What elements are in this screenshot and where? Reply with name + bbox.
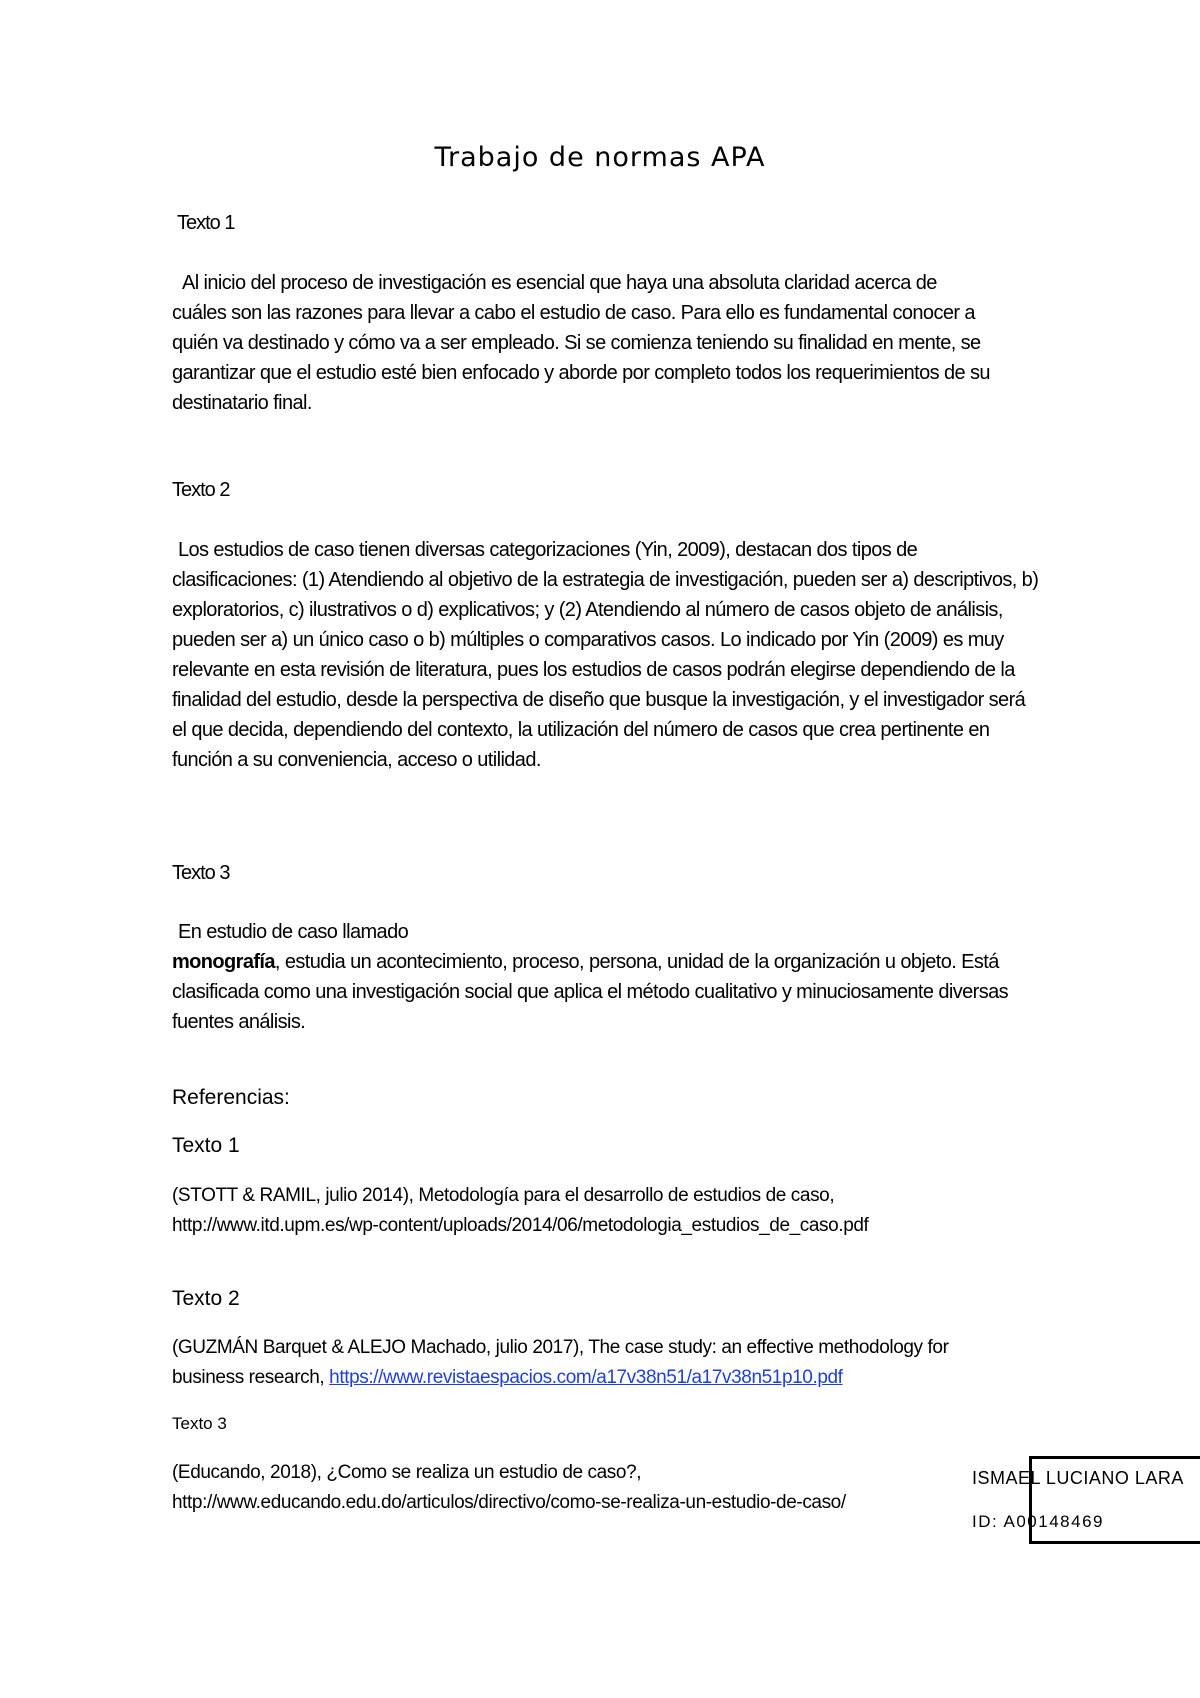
- reference2-citation: (GUZMÁN Barquet & ALEJO Machado, julio 2017), The case study: an effective methodology for business research,: [172, 1337, 949, 1388]
- student-name: ISMAEL LUCIANO LARA: [972, 1468, 1184, 1488]
- reference1: [172, 1181, 1052, 1241]
- texto3-paragraph: [172, 947, 1032, 1037]
- texto3-intro: En estudio de caso llamado: [178, 921, 409, 943]
- texto3-bold-term: monografía: [172, 951, 275, 973]
- texto3-body: , estudia un acontecimiento, proceso, persona, unidad de la organización u objeto. Está clasificada como una investigación social que aplica el método cualitativo y minuciosamente diversas fuentes análisis.: [172, 951, 1009, 1033]
- reference2-link[interactable]: https://www.revistaespacios.com/a17v38n51/a17v38n51p10.pdf: [329, 1367, 843, 1388]
- texto1-paragraph: Al inicio del proceso de investigación es esencial que haya una absoluta claridad acerca de cuáles son las razones para llevar a cabo el estudio de caso. Para ello es fundamental conocer a quién va destinado y cómo va a ser empleado. Si se comienza teniendo su finalidad en mente, se garantizar que el estudio esté bien enfocado y aborde por completo todos los requerimientos de su destinatario final.: [172, 272, 990, 414]
- reference1-citation: (STOTT & RAMIL, julio 2014), Metodología para el desarrollo de estudios de caso,: [172, 1185, 835, 1206]
- reference1-url: http://www.itd.upm.es/wp-content/uploads/2014/06/metodologia_estudios_de_caso.pdf: [172, 1215, 869, 1236]
- texto2-paragraph: Los estudios de caso tienen diversas categorizaciones (Yin, 2009), destacan dos tipos de clasificaciones: (1) Atendiendo al objetivo de la estrategia de investigación, pueden ser a) descriptivos, b) exploratorios, c) ilustrativos o d) explicativos; y (2) Atendiendo al número de casos objeto de análisis, pueden ser a) un único caso o b) múltiples o comparativos casos. Lo indicado por Yin (2009) es muy relevante en esta revisión de literatura, pues los estudios de casos podrán elegirse dependiendo de la finalidad del estudio, desde la perspectiva de diseño que busque la investigación, y el investigador será el que decida, dependiendo del contexto, la utilización del número de casos que crea pertinente en función a su conveniencia, acceso o utilidad.: [172, 539, 1039, 771]
- texto2-heading: Texto 2: [172, 479, 230, 501]
- reference2: [172, 1333, 1022, 1393]
- reference3-label: Texto 3: [172, 1414, 227, 1433]
- references-heading: Referencias:: [172, 1086, 290, 1109]
- texto3-heading: Texto 3: [172, 862, 230, 884]
- reference2-label: Texto 2: [172, 1287, 240, 1310]
- reference3-url: http://www.educando.edu.do/articulos/directivo/como-se-realiza-un-estudio-de-caso/: [172, 1492, 846, 1513]
- reference3-citation: (Educando, 2018), ¿Como se realiza un estudio de caso?,: [172, 1462, 642, 1483]
- document-title: Trabajo de normas APA: [434, 142, 766, 173]
- reference3: [172, 1458, 952, 1518]
- reference1-label: Texto 1: [172, 1134, 240, 1157]
- student-id: ID: A00148469: [972, 1512, 1104, 1531]
- texto1-heading: Texto 1: [177, 212, 235, 234]
